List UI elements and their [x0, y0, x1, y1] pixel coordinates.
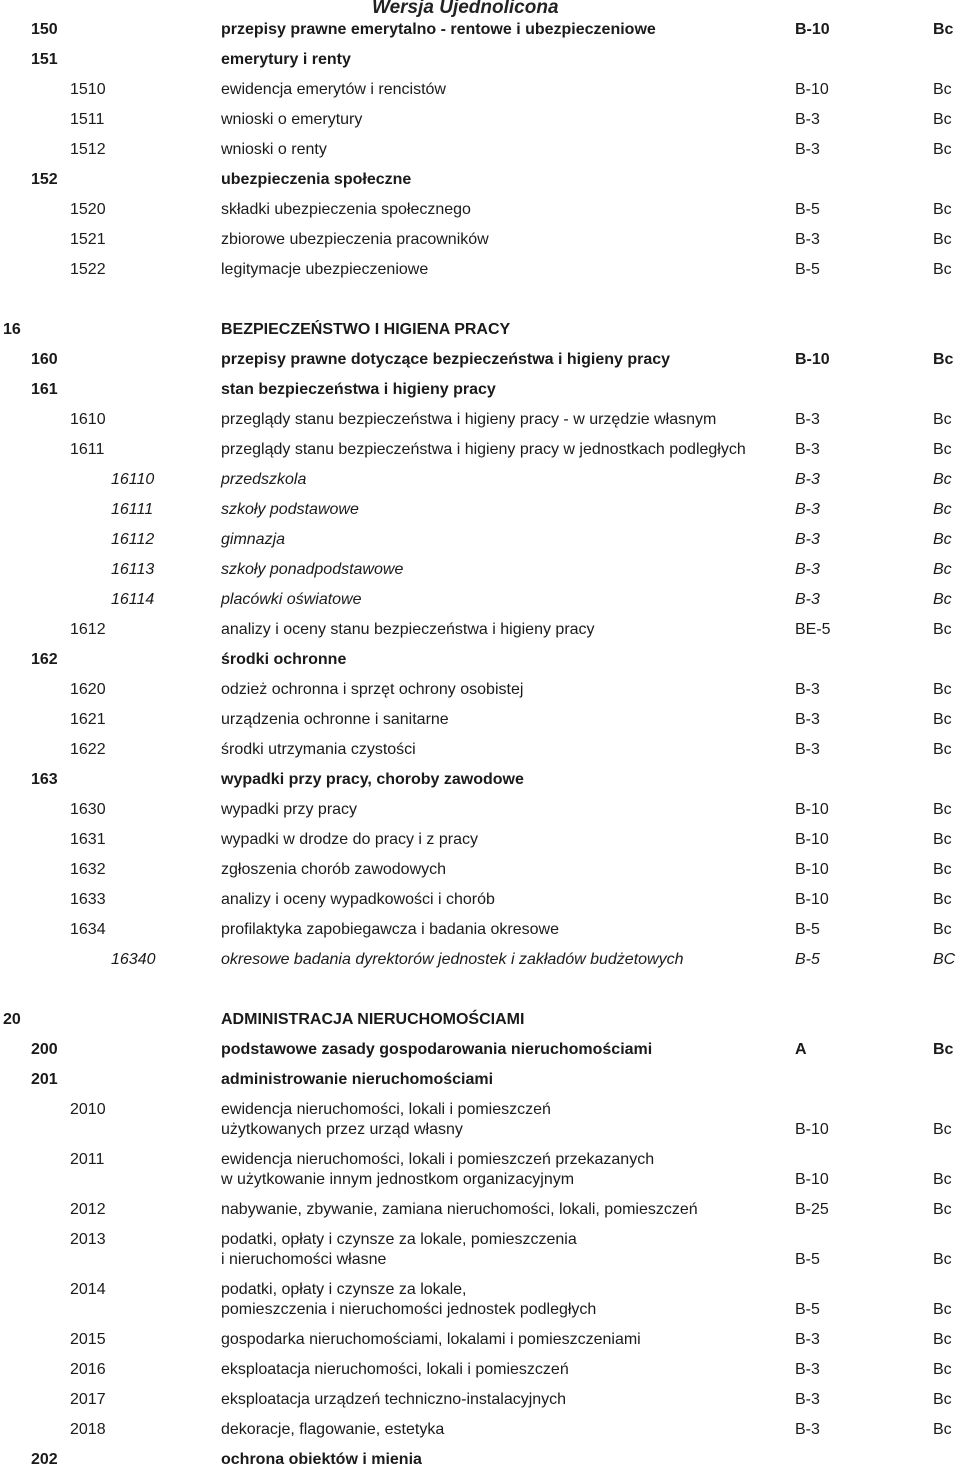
row-code: 20 [3, 1011, 21, 1028]
row-code: 201 [31, 1071, 58, 1088]
row-archive-category: B-3 [795, 531, 820, 548]
row-category-type: Bc [933, 351, 954, 368]
row-description: placówki oświatowe [221, 591, 362, 608]
row-category-type: Bc [933, 411, 952, 428]
row-category-type: Bc [933, 621, 952, 638]
row-category-type: Bc [933, 1201, 952, 1218]
row-description: ADMINISTRACJA NIERUCHOMOŚCIAMI [221, 1011, 525, 1028]
row-code: 160 [31, 351, 58, 368]
row-archive-category: B-10 [795, 1171, 829, 1188]
row-archive-category: B-3 [795, 111, 820, 128]
row-code: 162 [31, 651, 58, 668]
row-archive-category: B-10 [795, 801, 829, 818]
row-code: 2018 [70, 1421, 106, 1438]
row-category-type: Bc [933, 741, 952, 758]
row-description: eksploatacja urządzeń techniczno-instalacyjnych [221, 1391, 567, 1408]
row-code: 1632 [70, 861, 106, 878]
row-category-type: Bc [933, 1121, 952, 1138]
row-description: legitymacje ubezpieczeniowe [221, 261, 429, 278]
row-category-type: Bc [933, 861, 952, 878]
row-description: wypadki w drodze do pracy i z pracy [221, 831, 478, 848]
row-category-type: Bc [933, 1391, 952, 1408]
row-description-continued: i nieruchomości własne [221, 1251, 387, 1268]
row-archive-category: B-10 [795, 1121, 829, 1138]
row-code: 152 [31, 171, 58, 188]
row-category-type: Bc [933, 141, 952, 158]
row-description: ubezpieczenia społeczne [221, 171, 412, 188]
row-description: ewidencja nieruchomości, lokali i pomieszczeń przekazanych [221, 1151, 655, 1168]
row-archive-category: B-3 [795, 501, 820, 518]
row-category-type: Bc [933, 1331, 952, 1348]
row-archive-category: B-3 [795, 591, 820, 608]
row-category-type: Bc [933, 1301, 952, 1318]
row-archive-category: B-25 [795, 1201, 829, 1218]
row-description: okresowe badania dyrektorów jednostek i zakładów budżetowych [221, 951, 684, 968]
row-category-type: Bc [933, 1041, 954, 1058]
row-description: BEZPIECZEŃSTWO I HIGIENA PRACY [221, 321, 511, 338]
row-code: 2015 [70, 1331, 106, 1348]
row-description: gimnazja [221, 531, 286, 548]
row-category-type: Bc [933, 1361, 952, 1378]
row-description: przedszkola [221, 471, 307, 488]
row-code: 1621 [70, 711, 106, 728]
row-archive-category: B-3 [795, 711, 820, 728]
row-archive-category: B-5 [795, 1251, 820, 1268]
row-description: zgłoszenia chorób zawodowych [221, 861, 447, 878]
row-description: stan bezpieczeństwa i higieny pracy [221, 381, 496, 398]
row-description: administrowanie nieruchomościami [221, 1071, 494, 1088]
row-archive-category: B-10 [795, 351, 830, 368]
row-category-type: Bc [933, 231, 952, 248]
row-code: 1520 [70, 201, 106, 218]
row-archive-category: B-3 [795, 681, 820, 698]
row-archive-category: B-5 [795, 261, 820, 278]
row-description: zbiorowe ubezpieczenia pracowników [221, 231, 489, 248]
row-category-type: Bc [933, 1421, 952, 1438]
row-archive-category: B-3 [795, 741, 820, 758]
row-description: wnioski o emerytury [221, 111, 363, 128]
row-code: 1510 [70, 81, 106, 98]
row-archive-category: B-3 [795, 231, 820, 248]
row-archive-category: B-5 [795, 921, 820, 938]
row-description: środki ochronne [221, 651, 347, 668]
row-archive-category: B-10 [795, 21, 830, 38]
row-category-type: Bc [933, 711, 952, 728]
row-description: ochrona obiektów i mienia [221, 1451, 422, 1468]
row-code: 16112 [111, 531, 155, 548]
row-code: 16 [3, 321, 21, 338]
row-category-type: Bc [933, 921, 952, 938]
row-code: 2012 [70, 1201, 106, 1218]
row-archive-category: B-10 [795, 891, 829, 908]
row-archive-category: B-10 [795, 81, 829, 98]
row-archive-category: B-3 [795, 471, 820, 488]
row-description-continued: pomieszczenia i nieruchomości jednostek podległych [221, 1301, 597, 1318]
row-description: gospodarka nieruchomościami, lokalami i pomieszczeniami [221, 1331, 641, 1348]
row-description: eksploatacja nieruchomości, lokali i pomieszczeń [221, 1361, 569, 1378]
row-description: profilaktyka zapobiegawcza i badania okresowe [221, 921, 559, 938]
row-description: dekoracje, flagowanie, estetyka [221, 1421, 445, 1438]
row-archive-category: B-5 [795, 1301, 820, 1318]
row-description: analizy i oceny wypadkowości i chorób [221, 891, 495, 908]
row-description: przepisy prawne emerytalno - rentowe i ubezpieczeniowe [221, 21, 656, 38]
row-archive-category: B-3 [795, 141, 820, 158]
row-code: 1612 [70, 621, 106, 638]
row-category-type: Bc [933, 891, 952, 908]
row-description: ewidencja nieruchomości, lokali i pomieszczeń [221, 1101, 551, 1118]
row-description-continued: w użytkowanie innym jednostkom organizacyjnym [221, 1171, 575, 1188]
row-category-type: Bc [933, 261, 952, 278]
row-category-type: Bc [933, 201, 952, 218]
row-archive-category: B-3 [795, 1361, 820, 1378]
row-category-type: Bc [933, 21, 954, 38]
row-description: przepisy prawne dotyczące bezpieczeństwa i higieny pracy [221, 351, 671, 368]
row-category-type: Bc [933, 441, 952, 458]
row-code: 2013 [70, 1231, 106, 1248]
row-category-type: Bc [933, 1251, 952, 1268]
row-code: 1521 [70, 231, 106, 248]
row-code: 16111 [111, 501, 154, 518]
row-code: 2010 [70, 1101, 106, 1118]
row-archive-category: B-3 [795, 561, 820, 578]
row-archive-category: B-3 [795, 441, 820, 458]
row-description: środki utrzymania czystości [221, 741, 416, 758]
row-code: 16340 [111, 951, 156, 968]
row-code: 163 [31, 771, 58, 788]
row-description: podatki, opłaty i czynsze za lokale, pomieszczenia [221, 1231, 577, 1248]
row-category-type: Bc [933, 831, 952, 848]
row-category-type: Bc [933, 801, 952, 818]
row-category-type: BC [933, 951, 956, 968]
row-description: wypadki przy pracy [221, 801, 358, 818]
row-code: 16110 [111, 471, 155, 488]
row-code: 1610 [70, 411, 106, 428]
row-category-type: Bc [933, 111, 952, 128]
row-code: 150 [31, 21, 58, 38]
row-code: 202 [31, 1451, 58, 1468]
row-description: podatki, opłaty i czynsze za lokale, [221, 1281, 467, 1298]
row-category-type: Bc [933, 81, 952, 98]
row-code: 1522 [70, 261, 106, 278]
row-archive-category: B-10 [795, 861, 829, 878]
row-category-type: Bc [933, 681, 952, 698]
row-code: 1511 [70, 111, 105, 128]
row-description: szkoły ponadpodstawowe [221, 561, 404, 578]
row-code: 2017 [70, 1391, 106, 1408]
row-archive-category: B-3 [795, 1391, 820, 1408]
row-description: wnioski o renty [221, 141, 327, 158]
row-description: wypadki przy pracy, choroby zawodowe [221, 771, 524, 788]
row-category-type: Bc [933, 501, 952, 518]
row-code: 2011 [70, 1151, 105, 1168]
row-archive-category: B-3 [795, 411, 820, 428]
row-code: 2014 [70, 1281, 106, 1298]
document-version-header: Wersja Ujednolicona [372, 0, 559, 18]
row-description: szkoły podstawowe [221, 501, 359, 518]
row-archive-category: B-3 [795, 1421, 820, 1438]
row-code: 1634 [70, 921, 106, 938]
row-code: 16113 [111, 561, 155, 578]
row-archive-category: B-5 [795, 201, 820, 218]
row-category-type: Bc [933, 1171, 952, 1188]
row-description: przeglądy stanu bezpieczeństwa i higieny pracy - w urzędzie własnym [221, 411, 717, 428]
row-code: 16114 [111, 591, 155, 608]
row-description-continued: użytkowanych przez urząd własny [221, 1121, 463, 1138]
row-archive-category: B-5 [795, 951, 820, 968]
row-code: 1631 [70, 831, 106, 848]
row-code: 161 [31, 381, 58, 398]
row-category-type: Bc [933, 561, 952, 578]
row-code: 1512 [70, 141, 106, 158]
row-category-type: Bc [933, 471, 952, 488]
row-code: 1611 [70, 441, 105, 458]
row-description: ewidencja emerytów i rencistów [221, 81, 446, 98]
row-description: odzież ochronna i sprzęt ochrony osobistej [221, 681, 524, 698]
row-code: 2016 [70, 1361, 106, 1378]
row-code: 200 [31, 1041, 58, 1058]
row-archive-category: A [795, 1041, 807, 1058]
row-code: 1622 [70, 741, 106, 758]
row-description: przeglądy stanu bezpieczeństwa i higieny pracy w jednostkach podległych [221, 441, 746, 458]
row-category-type: Bc [933, 591, 952, 608]
row-description: analizy i oceny stanu bezpieczeństwa i higieny pracy [221, 621, 595, 638]
row-code: 151 [31, 51, 58, 68]
row-code: 1633 [70, 891, 106, 908]
row-description: urządzenia ochronne i sanitarne [221, 711, 449, 728]
row-code: 1620 [70, 681, 106, 698]
row-archive-category: B-3 [795, 1331, 820, 1348]
row-code: 1630 [70, 801, 106, 818]
row-description: emerytury i renty [221, 51, 351, 68]
row-category-type: Bc [933, 531, 952, 548]
row-description: składki ubezpieczenia społecznego [221, 201, 471, 218]
row-archive-category: B-10 [795, 831, 829, 848]
row-archive-category: BE-5 [795, 621, 831, 638]
row-description: nabywanie, zbywanie, zamiana nieruchomości, lokali, pomieszczeń [221, 1201, 698, 1218]
row-description: podstawowe zasady gospodarowania nieruchomościami [221, 1041, 653, 1058]
